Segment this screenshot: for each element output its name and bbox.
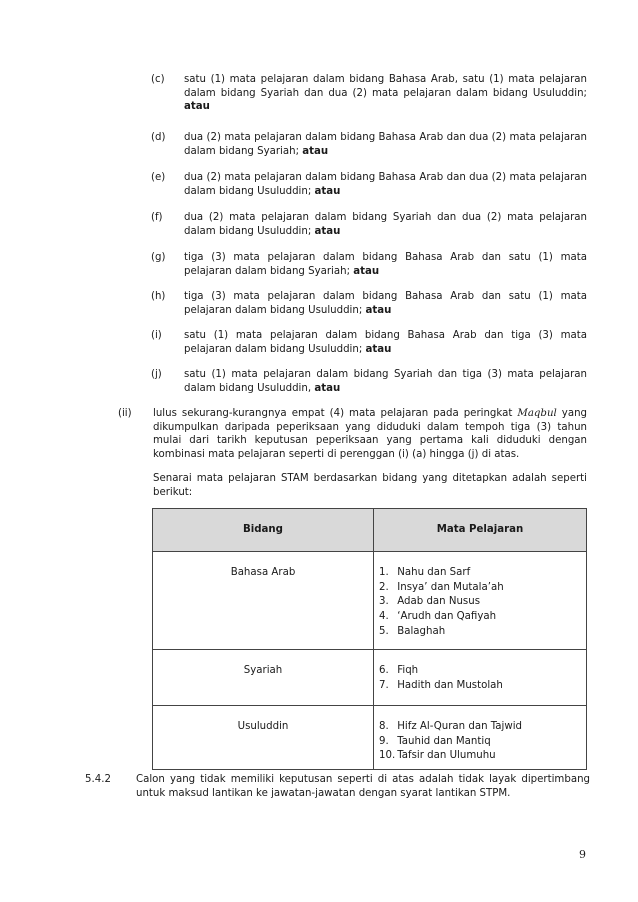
subject-item: 2. Insya’ dan Mutala’ah <box>379 581 504 593</box>
table-cell-bidang: Usuluddin <box>153 706 374 770</box>
table-cell-subjects <box>374 706 587 770</box>
item-text: dua (2) mata pelajaran dalam bidang Bahasa Arab dan dua (2) mata pelajaran dalam bidang Usuluddin; atau <box>184 172 587 197</box>
item-text: satu (1) mata pelajaran dalam bidang Bahasa Arab dan tiga (3) mata pelajaran dalam bidang Usuluddin; atau <box>184 330 587 355</box>
conjunction: atau <box>184 101 210 113</box>
list-item-ii <box>118 407 587 461</box>
table-cell-subjects <box>374 650 587 706</box>
item-label: (i) <box>151 330 162 341</box>
list-item <box>151 290 587 317</box>
item-label: (e) <box>151 172 166 183</box>
conjunction: atau <box>314 225 341 237</box>
table-cell-subjects <box>374 552 587 650</box>
list-item <box>151 211 587 238</box>
section-5-4-2 <box>85 773 590 800</box>
subject-item: 7. Hadith dan Mustolah <box>379 679 503 691</box>
subject-item: 1. Nahu dan Sarf <box>379 567 471 578</box>
conjunction: atau <box>302 145 329 157</box>
item-text: satu (1) mata pelajaran dalam bidang Bahasa Arab, satu (1) mata pelajaran dalam bidang Syariah dan dua (2) mata pelajaran dalam bidang Usuluddin; atau <box>184 74 587 113</box>
section-text: Calon yang tidak memiliki keputusan seperti di atas adalah tidak layak dipertimbang untuk maksud lantikan ke jawatan-jawatan dengan syarat lantikan STPM. <box>136 774 590 799</box>
subject-item: 8. Hifz Al-Quran dan Tajwid <box>379 721 523 732</box>
conjunction: atau <box>365 304 392 316</box>
page-number: 9 <box>579 848 586 861</box>
item-label: (f) <box>151 212 163 223</box>
list-intro: Senarai mata pelajaran STAM berdasarkan bidang yang ditetapkan adalah seperti berikut: <box>153 473 587 498</box>
item-text: satu (1) mata pelajaran dalam bidang Syariah dan tiga (3) mata pelajaran dalam bidang Usuluddin, atau <box>184 369 587 394</box>
conjunction: atau <box>314 382 341 394</box>
subject-item: 9. Tauhid dan Mantiq <box>379 735 491 747</box>
subject-item: 10. Tafsir dan Ulumuhu <box>379 750 496 762</box>
item-label: (h) <box>151 291 166 302</box>
header-mata-pelajaran: Mata Pelajaran <box>374 509 587 552</box>
list-item <box>151 251 587 278</box>
item-text: tiga (3) mata pelajaran dalam bidang Bahasa Arab dan satu (1) mata pelajaran dalam bidang Syariah; atau <box>184 252 587 277</box>
subject-item: 3. Adab dan Nusus <box>379 596 481 608</box>
table-row <box>153 650 587 706</box>
list-item <box>151 329 587 356</box>
list-item <box>151 131 587 158</box>
item-label: (j) <box>151 369 162 380</box>
subject-item: 5. Balaghah <box>379 625 446 637</box>
item-label: (ii) <box>118 408 132 419</box>
list-item <box>151 171 587 198</box>
list-item <box>151 368 587 395</box>
table-cell-bidang: Syariah <box>153 650 374 706</box>
list-item <box>151 73 587 114</box>
conjunction: atau <box>365 343 392 355</box>
table-row <box>153 552 587 650</box>
section-number: 5.4.2 <box>85 774 111 785</box>
item-text: dua (2) mata pelajaran dalam bidang Syariah dan dua (2) mata pelajaran dalam bidang Usuluddin; atau <box>184 212 587 237</box>
conjunction: atau <box>314 185 341 197</box>
item-text: tiga (3) mata pelajaran dalam bidang Bahasa Arab dan satu (1) mata pelajaran dalam bidang Usuluddin; atau <box>184 291 587 316</box>
item-label: (c) <box>151 74 165 85</box>
item-text: lulus sekurang-kurangnya empat (4) mata pelajaran pada peringkat Maqbul yang dikumpulkan daripada peperiksaan yang diduduki dalam tempoh tiga (3) tahun mulai dari tarikh keputusan peperiksaan yang pertama kali diduduki dengan kombinasi mata pelajaran seperti di perenggan (i) (a) hingga (j) di atas. <box>153 408 587 460</box>
item-label: (d) <box>151 132 166 143</box>
header-bidang: Bidang <box>153 509 374 552</box>
subject-item: 4. ‘Arudh dan Qafiyah <box>379 611 497 623</box>
conjunction: atau <box>353 265 380 277</box>
subject-item: 6. Fiqh <box>379 665 419 676</box>
item-text: dua (2) mata pelajaran dalam bidang Bahasa Arab dan dua (2) mata pelajaran dalam bidang Syariah; atau <box>184 132 587 157</box>
emphasis: Maqbul <box>517 408 557 419</box>
table-cell-bidang: Bahasa Arab <box>153 552 374 650</box>
table-header-row <box>153 509 587 552</box>
subjects-table <box>152 508 587 770</box>
item-label: (g) <box>151 252 166 263</box>
table-row <box>153 706 587 770</box>
